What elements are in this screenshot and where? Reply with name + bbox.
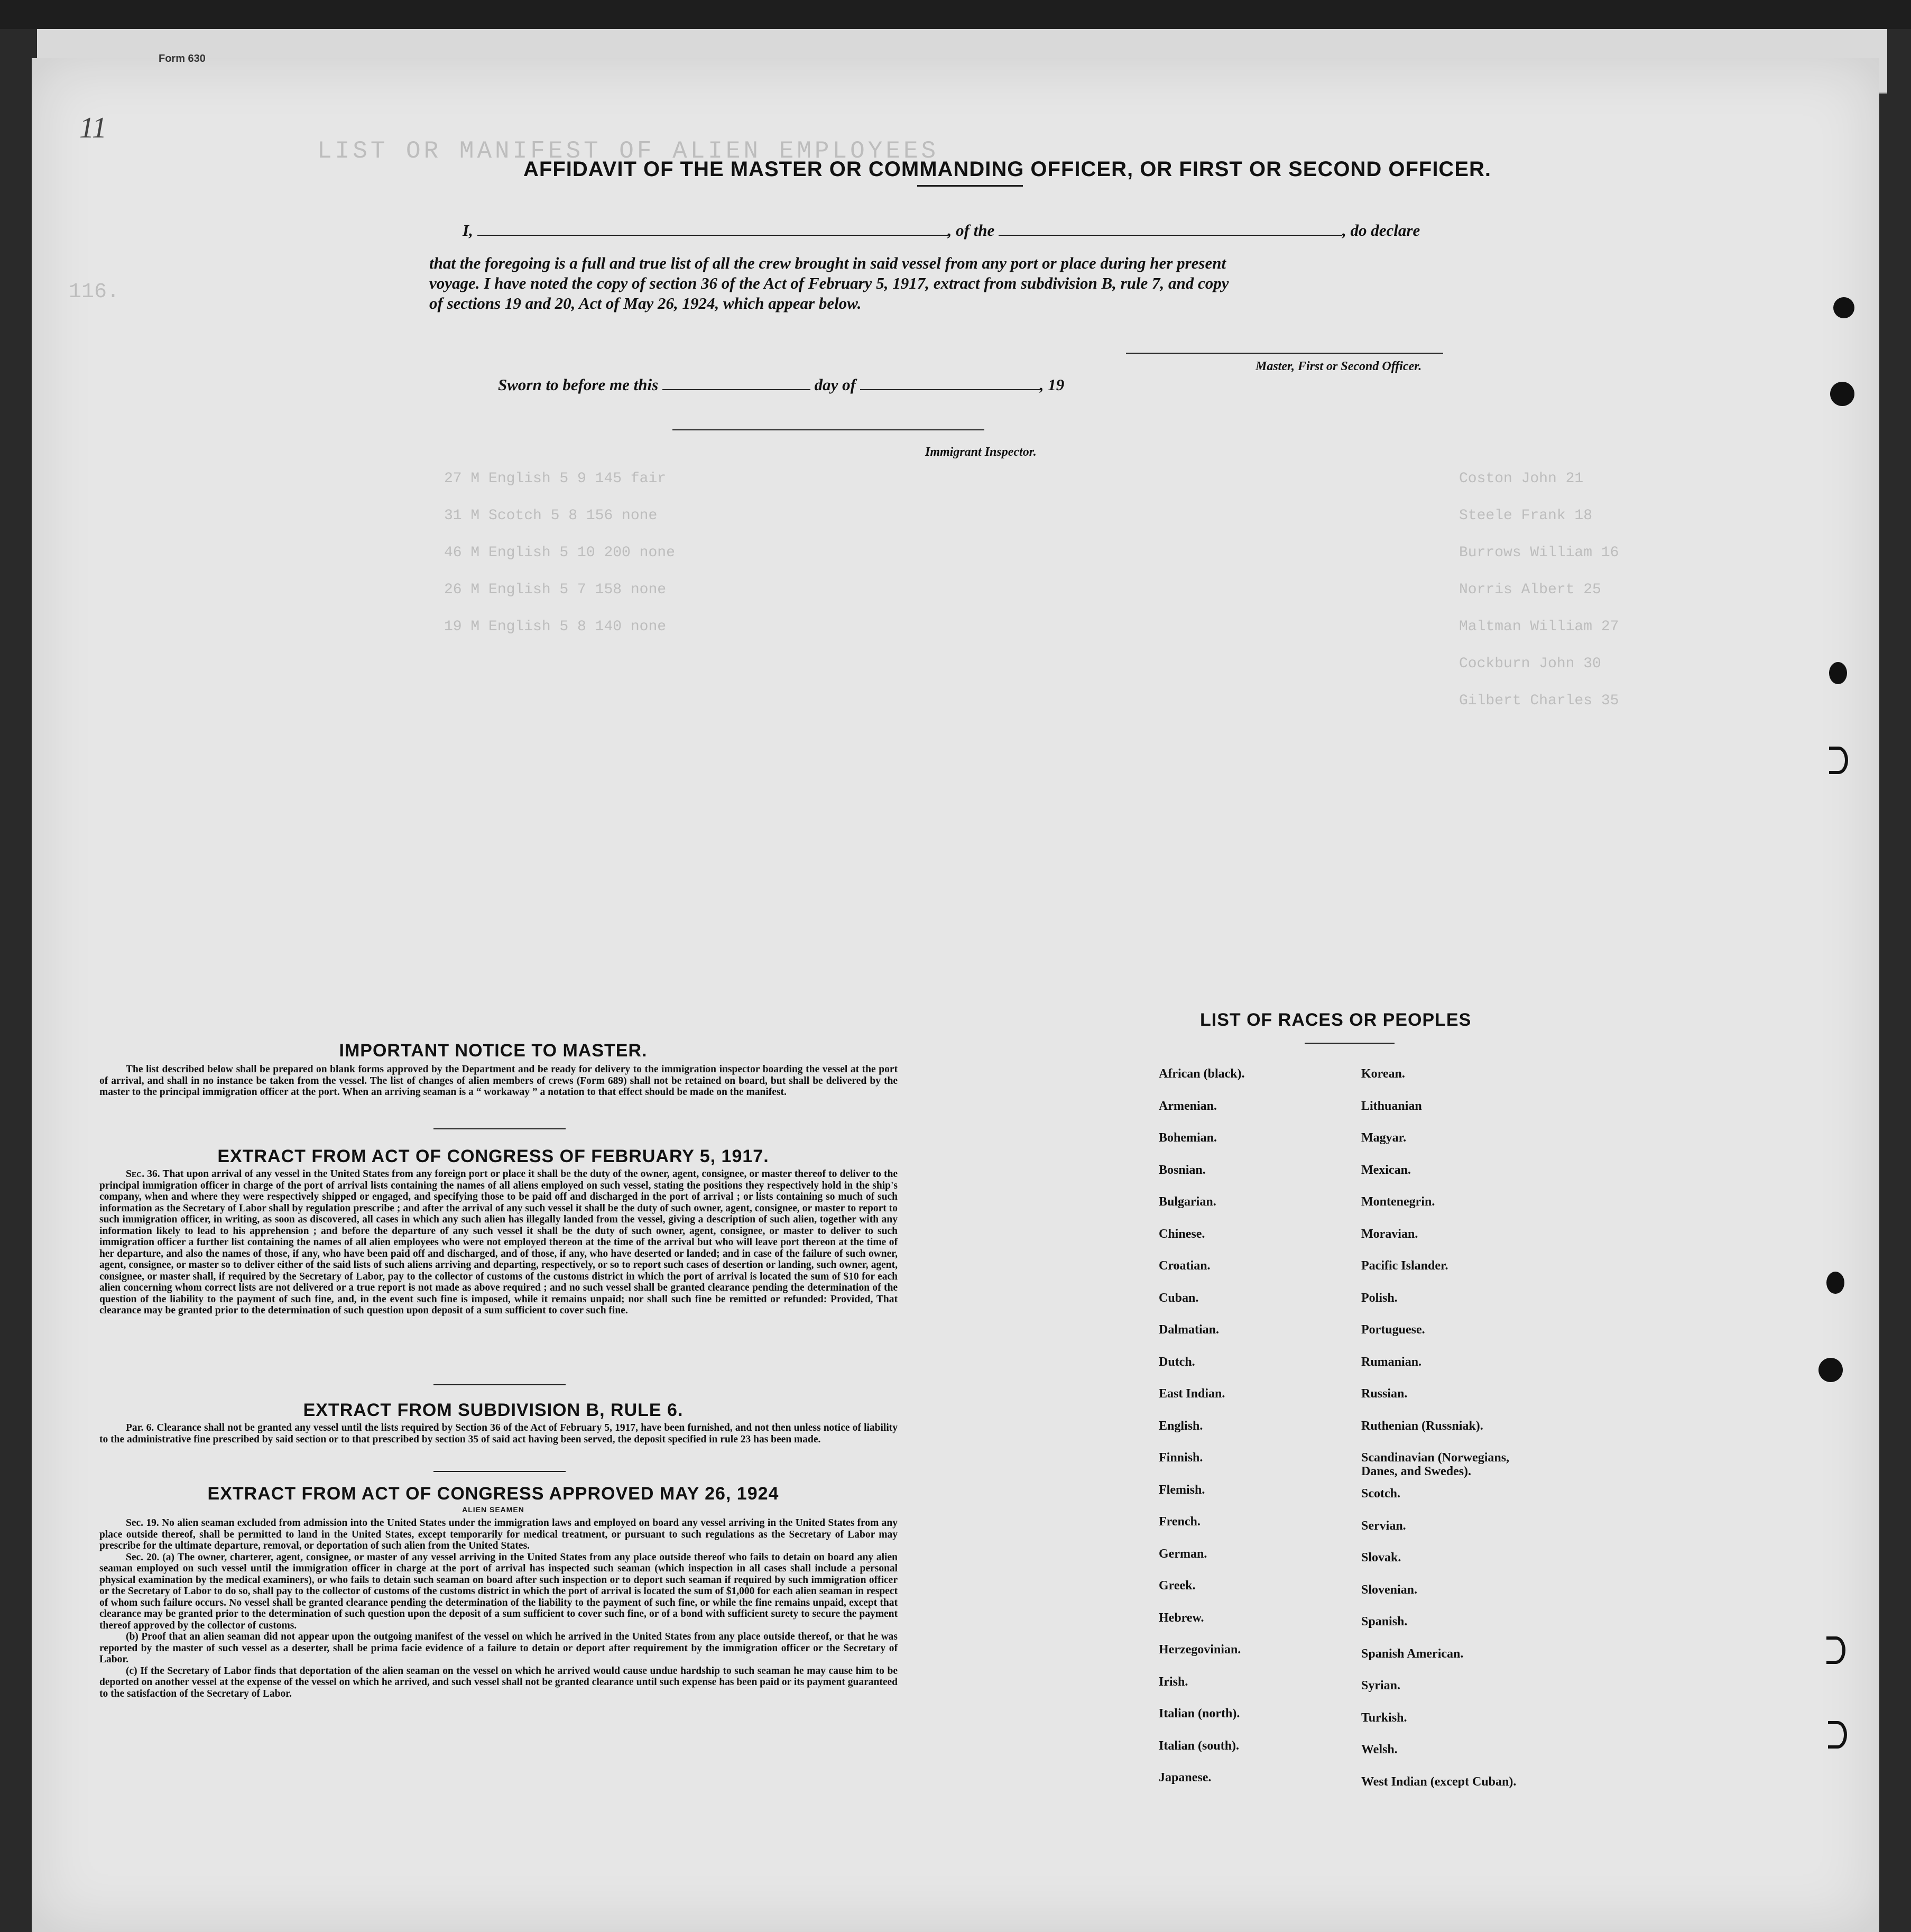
affidavit-body-line-2: voyage. I have noted the copy of section 36 of the Act of February 5, 1917, extract from subdivision B, rule 7, and copy (429, 274, 1229, 292)
bleed-through-row: Burrows William 16 (1459, 545, 1619, 561)
affidavit-body-line-3: of sections 19 and 20, Act of May 26, 1924, which appear below. (429, 294, 862, 312)
race-item: French. (1159, 1515, 1201, 1529)
rule-6-heading: EXTRACT FROM SUBDIVISION B, RULE 6. (303, 1400, 684, 1420)
race-item: Rumanian. (1361, 1355, 1422, 1369)
race-item: Bohemian. (1159, 1131, 1217, 1145)
extract-1917-heading: EXTRACT FROM ACT OF CONGRESS OF FEBRUARY 5, 1917. (217, 1146, 769, 1166)
race-item: German. (1159, 1547, 1207, 1561)
punch-hole (1829, 662, 1847, 684)
section-20a-body: The owner, charterer, agent, consignee, or master of any vessel arriving in the United States from any place outside thereof who fails to detain on board any alien seaman employed on such vessel until the immigration officer in charge at the port of arrival has inspected such seaman (which inspection in all cases shall include a personal physical examination by the medical examiners), or who fails to detain such seaman on board after such inspection or to deport such seaman if required by such immigration officer or the Secretary of Labor to do so, shall pay to the collector of customs of the customs district in which the port of arrival is located the sum of $1,000 for each alien seaman in respect of whom such failure occurs. No vessel shall be granted clearance pending the determination of the liability to the payment of such fine, or while the fine remains unpaid, except that clearance may be granted prior to the determination of such question upon the deposit of a sum sufficient to cover such fine, or of a bond with sufficient surety to secure the payment thereof approved by the collector of customs. (99, 1551, 898, 1631)
bleed-through-row: Norris Albert 25 (1459, 582, 1601, 598)
race-item: Dutch. (1159, 1355, 1195, 1369)
race-item: Bulgarian. (1159, 1195, 1216, 1209)
section-36-label: Sec. 36. (126, 1169, 160, 1180)
affidavit-body-line-1: that the foregoing is a full and true list of all the crew brought in said vessel from any port or place during her present (429, 254, 1226, 272)
bleed-through-row: Maltman William 27 (1459, 619, 1619, 635)
section-36-text (99, 1169, 898, 1317)
bleed-through-number: 116. (69, 280, 120, 304)
race-item: East Indian. (1159, 1387, 1225, 1401)
punch-hole (1829, 747, 1848, 774)
race-item: Korean. (1361, 1067, 1405, 1081)
race-item: Turkish. (1361, 1710, 1407, 1725)
extract-1917-rule (433, 1384, 566, 1385)
race-item: English. (1159, 1419, 1203, 1433)
extract-1924-text (99, 1517, 898, 1699)
master-signature-caption: Master, First or Second Officer. (1255, 360, 1422, 373)
section-36-body: That upon arrival of any vessel in the United States from any foreign port or place it shall be the duty of the owner, agent, consignee, or master thereof to deliver to the principal immigration officer in charge of the port of arrival lists containing the names of all aliens employed on such vessel, stating the positions they respectively hold in the ship's company, when and where they were respectively shipped or engaged, and specifying those to be paid off and discharged in the port of arrival ; or lists containing so much of such information as the Secretary of Labor shall by regulation prescribe ; and after the arrival of any such vessel it shall be the duty of such owner, agent, consignee, or master to report to such immigration officer, in writing, as soon as discovered, all cases in which any such alien has illegally landed from the vessel, giving a description of such alien, together with any information likely to lead to his apprehension ; and before the departure of any such vessel it shall be the duty of such owner, agent, consignee, or master to deliver to such immigration officer a further list containing the names of all alien employees who were not employed thereon at the time of the arrival but who will leave port thereon at the time of her departure, and also the names of those, if any, who have been paid off and discharged, and of those, if any, who have deserted or landed; and in case of the failure of such owner, agent, consignee, or master so to deliver either of the said lists of such aliens arriving and departing, respectively, or so to report such cases of desertion or landing, such owner, agent, consignee, or master shall, if required by the Secretary of Labor, pay to the collector of customs of the customs district in which the port of arrival is located the sum of $10 for each alien concerning whom correct lists are not delivered or a true report is not made as above required ; and no such vessel shall be granted clearance pending the determination of the question of the liability to the payment of such fine, and, in the event such fine is imposed, while it remains unpaid; nor shall such fine be remitted or refunded: Provided, That clearance may be granted prior to the determination of such question upon deposit of a sum sufficient to cover such fine. (99, 1169, 898, 1316)
race-item: Irish. (1159, 1675, 1188, 1689)
race-item: Scandinavian (Norwegians, Danes, and Swedes). (1361, 1451, 1510, 1478)
section-20b: (b) Proof that an alien seaman did not appear upon the outgoing manifest of the vessel on which he arrived in the United States from any place outside thereof, or that he was reported by the master of such vessel as a deserter, shall be prima facie evidence of a failure to detain or deport after requirement by the immigration officer or the Secretary of Labor. (99, 1631, 898, 1665)
race-item: Ruthenian (Russniak). (1361, 1419, 1483, 1433)
bleed-through-row: 31 M Scotch 5 8 156 none (444, 508, 658, 524)
punch-hole (1830, 382, 1854, 406)
races-right-column (1361, 1067, 1530, 1807)
alien-seamen-subheading: ALIEN SEAMEN (462, 1505, 524, 1514)
section-19 (99, 1517, 898, 1552)
race-item: Servian. (1361, 1519, 1406, 1533)
punch-hole (1818, 1358, 1843, 1382)
i-label: I, (463, 221, 473, 240)
races-rule (1305, 1043, 1395, 1044)
race-item: Mexican. (1361, 1163, 1411, 1177)
title-rule (917, 185, 1023, 187)
punch-hole (1826, 1272, 1844, 1294)
sworn-label: Sworn to before me this (498, 375, 659, 394)
paragraph-6-label: Par. 6. (126, 1422, 154, 1433)
section-19-body: No alien seaman excluded from admission into the United States under the immigration laws and employed on board any vessel arriving in the United States from any place outside thereof, shall be permitted to land in the United States, except temporarily for medical treatment, or pursuant to such regulations as the Secretary of Labor may prescribe for the ultimate departure, removal, or deportation of such alien from the United States. (99, 1517, 898, 1551)
race-item: African (black). (1159, 1067, 1245, 1081)
race-item: Japanese. (1159, 1771, 1212, 1784)
race-item: Magyar. (1361, 1131, 1407, 1145)
race-item: Lithuanian (1361, 1099, 1422, 1113)
punch-hole (1833, 297, 1854, 318)
race-item: Herzegovinian. (1159, 1643, 1241, 1657)
section-19-label: Sec. 19. (126, 1517, 159, 1529)
race-item: Russian. (1361, 1387, 1408, 1401)
bleed-through-row: 27 M English 5 9 145 fair (444, 471, 667, 487)
inspector-caption: Immigrant Inspector. (925, 445, 1037, 459)
bleed-through-row: Gilbert Charles 35 (1459, 693, 1619, 709)
bleed-through-row: Steele Frank 18 (1459, 508, 1593, 524)
race-item: Pacific Islander. (1361, 1259, 1448, 1273)
section-20c: (c) If the Secretary of Labor finds that deportation of the alien seaman on the vessel on which he arrived would cause undue hardship to such seaman he may cause him to be deported on another vessel at the expense of the vessel on which he arrived, and such vessel shall not be granted clearance until such expense has been paid or its payment guaranteed to the satisfaction of the Secretary of Labor. (99, 1665, 898, 1699)
declaration-line (463, 221, 1420, 240)
race-item: Hebrew. (1159, 1611, 1204, 1625)
races-left-column (1159, 1067, 1245, 1803)
affidavit-title: AFFIDAVIT OF THE MASTER OR COMMANDING OFFICER, OR FIRST OR SECOND OFFICER. (523, 158, 1491, 181)
rule-6-rule (433, 1471, 566, 1472)
bleed-through-heading: LIST OR MANIFEST OF ALIEN EMPLOYEES (317, 137, 939, 165)
race-item: Armenian. (1159, 1099, 1217, 1113)
sworn-line (498, 375, 1064, 394)
race-item: Finnish. (1159, 1451, 1203, 1465)
race-item: West Indian (except Cuban). (1361, 1774, 1517, 1789)
race-item: Italian (north). (1159, 1707, 1240, 1721)
vessel-field[interactable] (999, 235, 1342, 236)
race-item: Bosnian. (1159, 1163, 1206, 1177)
race-item: Greek. (1159, 1579, 1196, 1593)
inspector-signature-line[interactable] (672, 429, 984, 430)
bleed-through-row: 19 M English 5 8 140 none (444, 619, 667, 635)
do-declare-label: , do declare (1342, 221, 1420, 240)
race-item: Dalmatian. (1159, 1323, 1219, 1337)
rule-6-text (99, 1422, 898, 1445)
race-item: Cuban. (1159, 1291, 1199, 1305)
page-number-mark: 11 (79, 112, 107, 144)
race-item: Chinese. (1159, 1227, 1205, 1241)
punch-hole (1826, 1636, 1845, 1664)
race-item: Montenegrin. (1361, 1195, 1435, 1209)
bleed-through-row: Cockburn John 30 (1459, 656, 1601, 672)
race-item: Polish. (1361, 1291, 1398, 1305)
race-item: Syrian. (1361, 1679, 1401, 1692)
sworn-day-field[interactable] (662, 389, 810, 390)
bleed-through-row: 26 M English 5 7 158 none (444, 582, 667, 598)
section-20-label: Sec. 20. (a) (126, 1551, 174, 1563)
bleed-through-row: Coston John 21 (1459, 471, 1584, 487)
race-item: Flemish. (1159, 1483, 1205, 1497)
race-item: Welsh. (1361, 1743, 1398, 1756)
extract-1924-heading (89, 1484, 898, 1514)
notice-text: The list described below shall be prepared on blank forms approved by the Department and be ready for delivery to the immigration inspector boarding the vessel at the port of arrival, and shall in no instance be taken from the vessel. The list of changes of alien members of crews (Form 689) shall not be retained on board, but shall be delivered by the master to the principal immigration officer at the port. When an arriving seaman is a “ workaway ” a notation to that effect should be made on the manifest. (99, 1064, 898, 1098)
race-item: Italian (south). (1159, 1738, 1240, 1753)
races-heading: LIST OF RACES OR PEOPLES (1200, 1010, 1472, 1030)
punch-hole (1828, 1721, 1847, 1749)
race-item: Spanish. (1361, 1615, 1408, 1629)
section-20a (99, 1552, 898, 1632)
of-the-label: , of the (947, 221, 995, 240)
name-field[interactable] (477, 235, 948, 236)
master-signature-line[interactable] (1126, 353, 1443, 354)
day-of-label: day of (814, 375, 856, 394)
race-item: Scotch. (1361, 1487, 1400, 1501)
form-number: Form 630 (159, 53, 206, 65)
sworn-month-field[interactable] (860, 389, 1040, 390)
notice-heading: IMPORTANT NOTICE TO MASTER. (339, 1041, 648, 1061)
rule-6-body: Clearance shall not be granted any vessel until the lists required by Section 36 of the Act of February 5, 1917, have been furnished, and not then unless notice of liability to the administrative fine prescribed by said section or to that prescribed by section 35 of said act having been served, the deposit specified in rule 23 has been made. (99, 1422, 898, 1445)
race-item: Slovak. (1361, 1551, 1401, 1565)
extract-1924-title: EXTRACT FROM ACT OF CONGRESS APPROVED MAY 26, 1924 (207, 1484, 779, 1504)
race-item: Portuguese. (1361, 1323, 1425, 1337)
year-label: , 19 (1039, 375, 1065, 394)
race-item: Slovenian. (1361, 1583, 1418, 1597)
race-item: Croatian. (1159, 1259, 1211, 1273)
scan-border (0, 0, 1911, 29)
race-item: Moravian. (1361, 1227, 1418, 1241)
race-item: Spanish American. (1361, 1646, 1464, 1661)
bleed-through-row: 46 M English 5 10 200 none (444, 545, 675, 561)
notice-rule (433, 1128, 566, 1129)
